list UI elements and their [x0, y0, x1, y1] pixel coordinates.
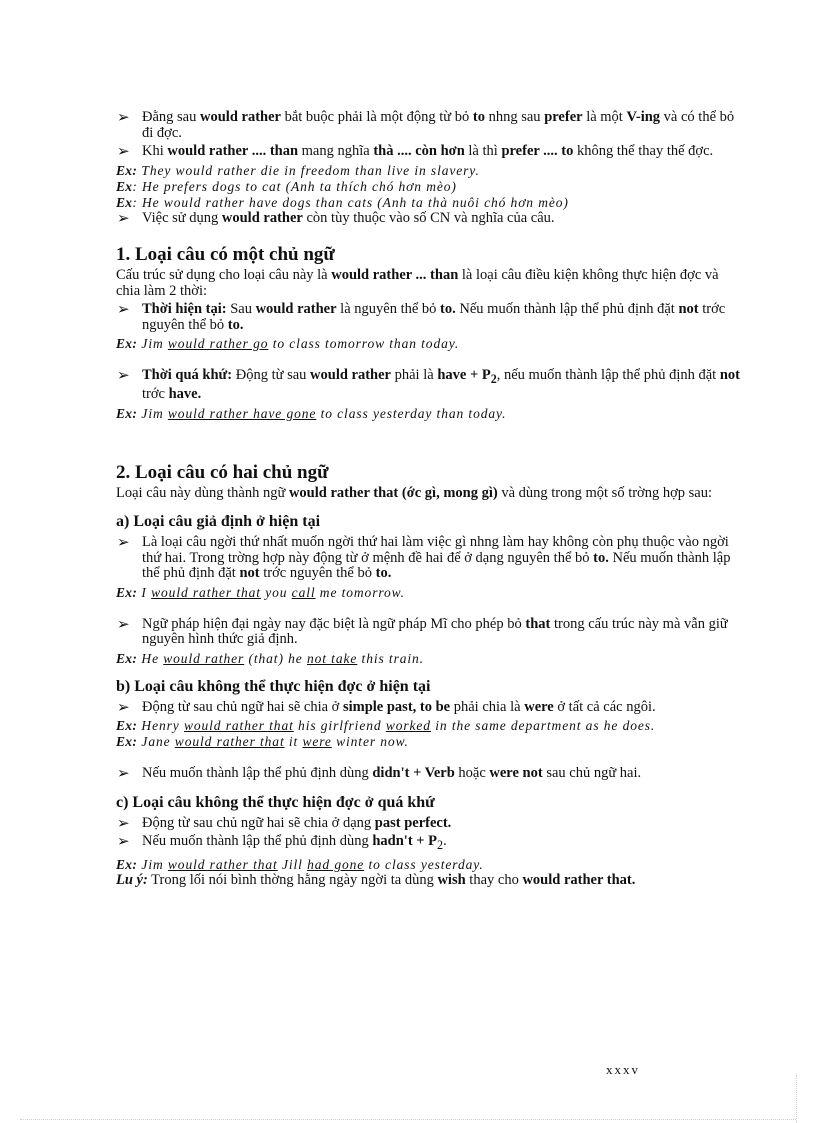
bullet-item: ➢ Đằng sau would rather bắt buộc phải là một động từ bỏ to nhng sau prefer là một V-ing và có thể bỏ đi đợc.: [117, 108, 735, 141]
example-line: Ex: Jane would rather that it were winter now.: [116, 734, 409, 750]
page-border-right: [796, 1075, 797, 1123]
bullet-item: ➢ Động từ sau chủ ngữ hai sẽ chia ở dạng past perfect.: [117, 813, 452, 832]
example-line: Ex: Jim would rather have gone to class yesterday than today.: [116, 405, 507, 421]
arrow-bullet-icon: ➢: [117, 208, 130, 227]
example-line: Ex: Jim would rather go to class tomorrow than today.: [116, 336, 460, 351]
arrow-bullet-icon: ➢: [117, 697, 130, 716]
subsection-heading: a) Loại câu giả định ở hiện tại: [116, 513, 321, 531]
arrow-bullet-icon: ➢: [117, 832, 130, 851]
page-border-bottom: [20, 1119, 796, 1120]
section-heading: 1. Loại câu có một chủ ngữ: [116, 244, 335, 265]
example-line: Ex: Henry would rather that his girlfriend worked in the same department as he does.: [116, 718, 656, 734]
example-line: Ex: He would rather have dogs than cats (Anh ta thà nuôi chó hơn mèo): [116, 194, 569, 210]
bullet-item: ➢ Khi would rather .... than mang nghĩa thà .... còn hơn là thì prefer .... to không thể thay thế đợc.: [117, 142, 714, 160]
document-page: [116, 110, 740, 891]
subsection-heading: b) Loại câu không thể thực hiện đợc ở hiện tại: [116, 677, 431, 695]
paragraph: Loại câu này dùng thành ngữ would rather that (ớc gì, mong gì) và dùng trong một số trờng hợp sau:: [116, 484, 712, 501]
spacer: [116, 422, 740, 444]
spacer: [116, 352, 740, 368]
spacer: [116, 601, 740, 617]
bullet-item: ➢ Là loại câu ngời thứ nhất muốn ngời thứ hai làm việc gì nhng làm hay không còn phụ thuộc vào ngời thứ hai. Trong trờng hợp này động từ ở mệnh đề hai để ở dạng nguyên thể bỏ to. Nếu muốn thành lập thể phủ định đặt not trớc nguyên thể bỏ to.: [117, 533, 731, 582]
bullet-item: ➢ Nếu muốn thành lập thể phủ định dùng didn't + Verb hoặc were not sau chủ ngữ hai.: [117, 764, 642, 783]
arrow-bullet-icon: ➢: [117, 764, 130, 783]
paragraph: Cấu trúc sử dụng cho loại câu này là would rather ... than là loại câu điều kiện không thực hiện đợc và chia làm 2 thời:: [116, 267, 719, 299]
arrow-bullet-icon: ➢: [117, 614, 130, 633]
page-number: xxxv: [606, 1062, 640, 1077]
note-paragraph: Lu ý: Trong lối nói bình thờng hằng ngày ngời ta dùng wish thay cho would rather that.: [116, 871, 636, 888]
arrow-bullet-icon: ➢: [117, 813, 130, 832]
bullet-item: ➢ Thời quá khứ: Động từ sau would rather phải là have + $P_2$, nếu muốn thành lập thể phủ định đặt not trớc have.: [117, 366, 740, 403]
section-heading: 2. Loại câu có hai chủ ngữ: [116, 461, 329, 483]
example-line: Ex: He would rather (that) he not take this train.: [116, 650, 424, 666]
example-line: Ex: Jim would rather that Jill had gone to class yesterday.: [116, 856, 484, 872]
arrow-bullet-icon: ➢: [117, 142, 130, 160]
arrow-bullet-icon: ➢: [117, 533, 130, 552]
bullet-item: ➢ Nếu muốn thành lập thể phủ định dùng hadn't + $P_2$.: [117, 832, 447, 853]
example-line: Ex: He prefers dogs to cat (Anh ta thích chó hơn mèo): [116, 178, 457, 194]
arrow-bullet-icon: ➢: [117, 108, 130, 126]
arrow-bullet-icon: ➢: [117, 366, 130, 384]
example-line: Ex: They would rather die in freedom than live in slavery.: [116, 162, 480, 178]
bullet-item: ➢ Động từ sau chủ ngữ hai sẽ chia ở simple past, to be phải chia là were ở tất cả các ngôi.: [117, 697, 656, 716]
bullet-item: ➢ Ngữ pháp hiện đại ngày nay đặc biệt là ngữ pháp Mĩ cho phép bỏ that trong cấu trúc này mà vẫn giữ nguyên hình thức giả định.: [117, 614, 728, 648]
spacer: [116, 750, 740, 766]
arrow-bullet-icon: ➢: [117, 300, 130, 318]
bullet-item: ➢ Thời hiện tại: Sau would rather là nguyên thể bỏ to. Nếu muốn thành lập thể phủ định đặt not trớc nguyên thể bỏ to.: [117, 300, 726, 333]
subsection-heading: c) Loại câu không thể thực hiện đợc ở quá khứ: [116, 793, 435, 811]
example-line: Ex: I would rather that you call me tomorrow.: [116, 584, 405, 600]
bullet-item: ➢ Việc sử dụng would rather còn tùy thuộc vào số CN và nghĩa của câu.: [117, 208, 555, 227]
